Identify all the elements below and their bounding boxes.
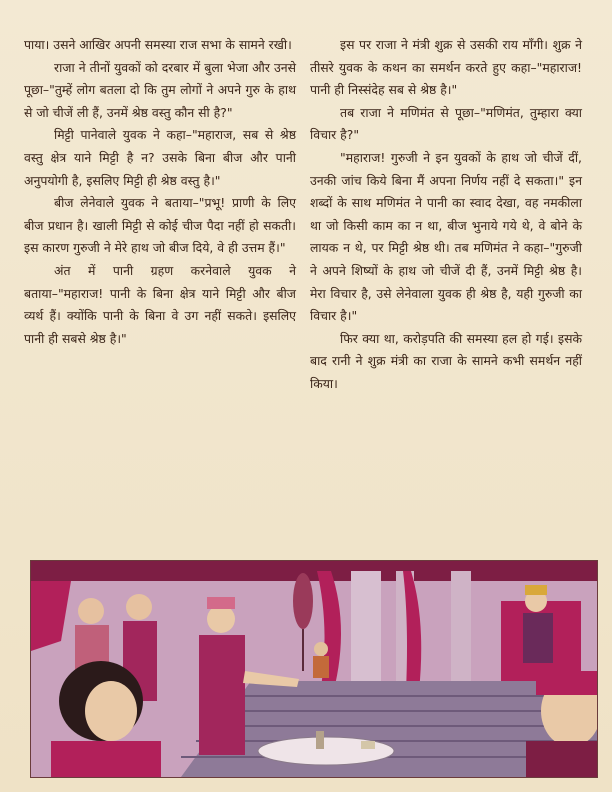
king-body [523, 613, 553, 663]
paragraph: इस पर राजा ने मंत्री शुक्र से उसकी राय माँगी। शुक्र ने तीसरे युवक के कथन का समर्थन करते हुए कहा–"महाराज! पानी ही निस्संदेह सब से श्रेष्ठ है।" [310, 37, 582, 98]
king-crown [525, 585, 547, 595]
guard-head [314, 642, 328, 656]
minister-robe [199, 635, 245, 755]
bowl [361, 741, 375, 749]
ceremonial-fan [293, 573, 313, 629]
court-illustration [30, 560, 598, 778]
minister-turban [207, 597, 235, 609]
foreground-man-body [526, 741, 597, 777]
courtier-head [126, 594, 152, 620]
guard-body [313, 656, 329, 678]
paragraph: फिर क्या था, करोड़पति की समस्या हल हो गई। इसके बाद रानी ने शुक्र मंत्री का राजा के सामने कभी समर्थन नहीं किया। [310, 330, 582, 391]
court-scene-drawing [31, 561, 597, 777]
cup [316, 731, 324, 749]
woman-garment [51, 741, 161, 777]
paragraph: अंत में पानी ग्रहण करनेवाले युवक ने बताया–"महाराज! पानी के बिना क्षेत्र याने मिट्टी और बीज व्यर्थ हैं। क्योंकि पानी के बिना वे उग नहीं सकते। इसलिए पानी ही सबसे श्रेष्ठ है।" [24, 262, 296, 346]
right-text-column [310, 34, 582, 396]
left-text-column [24, 34, 296, 350]
paragraph: पाया। उसने आखिर अपनी समस्या राज सभा के सामने रखी। [24, 37, 292, 52]
foreground-man-turban [536, 671, 597, 695]
courtier-head [78, 598, 104, 624]
paragraph: "महाराज! गुरुजी ने इन युवकों के हाथ जो चीजें दीं, उनकी जांच किये बिना मैं अपना निर्णय नहीं दे सकता।" इन शब्दों के साथ मणिमंत ने पानी का स्वाद देखा, वह नमकीला था जो किसी काम का न था, बीज भुनाये गये थे, वे बोने के लायक न थे, पर मिट्टी श्रेष्ठ थी। तब मणिमंत ने कहा–"गुरुजी ने अपने शिष्यों के हाथ जो चीजें दी हैं, उनमें मिट्टी श्रेष्ठ है। मेरा विचार है, उसे लेनेवाला युवक ही श्रेष्ठ है, यही गुरुजी का विचार है।" [310, 149, 582, 324]
paragraph: बीज लेनेवाले युवक ने बताया–"प्रभू! प्राणी के लिए बीज प्रधान है। खाली मिट्टी से कोई चीज पैदा नहीं हो सकती। इस कारण गुरुजी ने मेरे हाथ जो बीज दिये, वे ही उत्तम हैं।" [24, 195, 296, 256]
top-drape [31, 561, 597, 581]
paragraph: मिट्टी पानेवाले युवक ने कहा–"महाराज, सब से श्रेष्ठ वस्तु क्षेत्र याने मिट्टी है न? उसके बिना बीज और पानी अनुपयोगी है, इसलिए मिट्टी ही श्रेष्ठ वस्तु है।" [24, 127, 296, 188]
paragraph: तब राजा ने मणिमंत से पूछा–"मणिमंत, तुम्हारा क्या विचार है?" [310, 104, 582, 143]
minister-head [207, 605, 235, 633]
paragraph: राजा ने तीनों युवकों को दरबार में बुला भेजा और उनसे पूछा–"तुम्हें लोग बतला दो कि तुम लोगों ने अपने गुरु के हाथ से जो चीजें ली हैं, उनमें श्रेष्ठ वस्तु कौन सी है?" [24, 59, 296, 120]
woman-face [85, 681, 137, 741]
